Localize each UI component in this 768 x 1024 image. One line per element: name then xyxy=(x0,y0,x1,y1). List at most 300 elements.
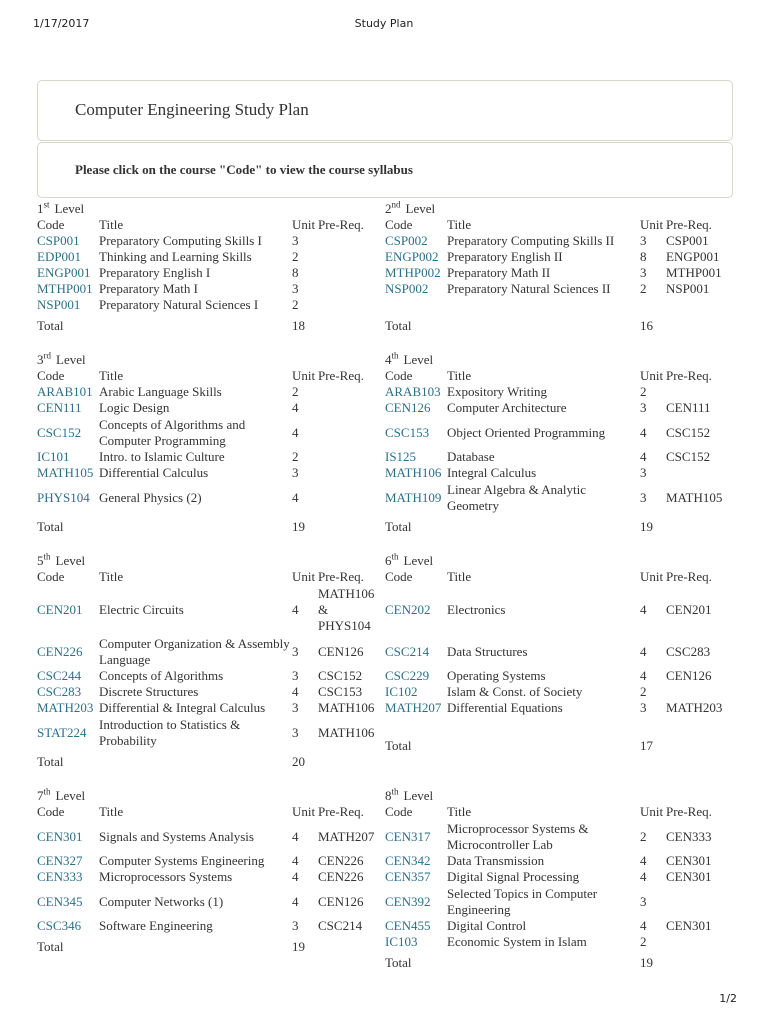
course-code xyxy=(37,853,99,869)
course-code xyxy=(37,297,99,313)
table-row xyxy=(37,716,383,749)
level-suffix: nd xyxy=(391,199,401,210)
course-code xyxy=(37,700,99,716)
course-title: Preparatory Math II xyxy=(447,265,551,280)
total-label: Total xyxy=(385,955,412,970)
course-unit: 4 xyxy=(292,684,299,699)
title-column-header: Title xyxy=(99,804,124,819)
course-code-link[interactable]: MTHP001 xyxy=(37,281,93,296)
course-code-link[interactable]: CEN333 xyxy=(37,869,83,884)
total-units: 16 xyxy=(640,318,653,333)
code-column-header: Code xyxy=(37,804,65,819)
course-prereq xyxy=(318,465,383,481)
course-unit: 4 xyxy=(292,489,299,505)
course-prereq: MATH106 xyxy=(318,724,375,740)
course-prereq: MTHP001 xyxy=(666,265,722,280)
course-code xyxy=(37,716,99,749)
course-code xyxy=(385,449,447,465)
course-code xyxy=(37,416,99,449)
course-prereq: CSP001 xyxy=(666,233,709,248)
course-code xyxy=(37,668,99,684)
course-code xyxy=(37,635,99,668)
total-label: Total xyxy=(385,519,412,534)
course-code xyxy=(37,249,99,265)
course-code xyxy=(37,684,99,700)
course-unit: 8 xyxy=(640,249,647,264)
course-title: Operating Systems xyxy=(447,668,546,683)
course-code-link[interactable]: STAT224 xyxy=(37,724,87,740)
total-label: Total xyxy=(37,754,64,769)
course-code-link[interactable]: CEN357 xyxy=(385,869,431,884)
course-code-link[interactable]: CEN317 xyxy=(385,828,431,844)
course-prereq: MATH105 xyxy=(666,489,723,505)
course-unit: 3 xyxy=(292,465,299,480)
course-code xyxy=(37,885,99,918)
level-word: Level xyxy=(403,352,434,367)
course-prereq: CEN301 xyxy=(666,869,712,884)
course-code-link[interactable]: EDP001 xyxy=(37,249,82,264)
table-row xyxy=(385,820,731,853)
course-code-link[interactable]: CEN301 xyxy=(37,828,83,844)
table-row xyxy=(385,465,731,481)
course-title: Arabic Language Skills xyxy=(99,384,222,399)
course-unit: 2 xyxy=(640,384,647,399)
course-unit: 3 xyxy=(292,281,299,296)
table-row xyxy=(37,249,383,265)
course-prereq: MATH106 & PHYS104 xyxy=(318,586,375,633)
course-code-link[interactable]: CEN327 xyxy=(37,853,83,868)
level-suffix: th xyxy=(391,551,399,562)
course-code xyxy=(385,585,447,635)
course-code-link[interactable]: CSC346 xyxy=(37,918,82,933)
course-prereq: CEN301 xyxy=(666,853,712,868)
course-unit: 4 xyxy=(292,400,299,415)
title-column-header: Title xyxy=(447,804,472,819)
course-prereq: NSP001 xyxy=(666,281,710,296)
course-title: Computer Networks (1) xyxy=(99,893,224,909)
course-code-link[interactable]: CSC283 xyxy=(37,684,82,699)
total-prereq-empty xyxy=(318,749,383,770)
course-code-link[interactable]: NSP002 xyxy=(385,281,429,296)
course-prereq: CSC152 xyxy=(318,668,363,683)
total-units: 19 xyxy=(640,519,653,534)
course-code-link[interactable]: MATH203 xyxy=(37,700,94,715)
course-title: Digital Signal Processing xyxy=(447,869,580,884)
table-row xyxy=(37,465,383,481)
course-title: Database xyxy=(447,449,495,464)
course-prereq: CEN126 xyxy=(318,643,364,659)
title-column-header: Title xyxy=(99,368,124,383)
course-unit: 4 xyxy=(640,853,647,868)
course-code-link[interactable]: ENGP001 xyxy=(37,265,91,280)
total-spacer xyxy=(447,950,640,971)
code-column-header: Code xyxy=(385,217,413,232)
table-header-row xyxy=(37,217,383,233)
course-title: Computer Architecture xyxy=(447,400,567,415)
course-prereq xyxy=(666,885,731,918)
course-prereq: CEN126 xyxy=(318,893,364,909)
course-prereq xyxy=(318,481,383,514)
table-header-row xyxy=(37,804,383,820)
level-suffix: th xyxy=(43,551,51,562)
total-label: Total xyxy=(37,939,64,954)
course-unit: 2 xyxy=(640,684,647,699)
course-prereq: CSC214 xyxy=(318,918,363,933)
course-prereq: CSC152 xyxy=(666,449,711,464)
course-code-link[interactable]: IC101 xyxy=(37,449,70,464)
total-prereq-empty xyxy=(666,950,731,971)
total-spacer xyxy=(447,514,640,535)
course-title: Differential Equations xyxy=(447,700,563,715)
spacer-row xyxy=(385,716,731,733)
course-unit: 4 xyxy=(640,918,647,933)
unit-column-header: Unit xyxy=(292,569,316,584)
course-unit: 3 xyxy=(292,700,299,715)
level-word: Level xyxy=(54,201,85,216)
course-code-link[interactable]: ENGP002 xyxy=(385,249,439,264)
course-code xyxy=(37,233,99,249)
course-prereq xyxy=(318,449,383,465)
total-units: 19 xyxy=(292,939,305,954)
course-code-link[interactable]: CEN392 xyxy=(385,893,431,909)
course-title: Introduction to Statistics & Probability xyxy=(99,716,241,748)
course-prereq xyxy=(318,416,383,449)
course-code-link[interactable]: ARAB101 xyxy=(37,384,93,399)
table-row xyxy=(37,449,383,465)
total-spacer xyxy=(447,733,640,754)
course-title: Islam & Const. of Society xyxy=(447,684,583,699)
level-4-section xyxy=(385,352,735,535)
level-number: 5 xyxy=(37,553,44,568)
course-title: Preparatory Computing Skills II xyxy=(447,233,615,248)
course-code-link[interactable]: CSC229 xyxy=(385,668,430,683)
level-word: Level xyxy=(403,788,434,803)
table-row xyxy=(37,233,383,249)
course-code-link[interactable]: CEN126 xyxy=(385,400,431,415)
total-row xyxy=(37,934,383,955)
course-code xyxy=(37,465,99,481)
course-prereq: MATH207 xyxy=(318,828,375,844)
total-label: Total xyxy=(385,318,412,333)
course-table xyxy=(37,368,383,535)
course-unit: 2 xyxy=(292,384,299,399)
table-row xyxy=(37,635,383,668)
course-code-link[interactable]: IS125 xyxy=(385,449,417,464)
table-header-row xyxy=(385,804,731,820)
course-unit: 2 xyxy=(292,249,299,264)
course-unit: 4 xyxy=(640,449,647,464)
course-code-link[interactable]: CSP002 xyxy=(385,233,428,248)
course-unit: 3 xyxy=(640,893,647,909)
total-spacer xyxy=(99,514,292,535)
level-number: 8 xyxy=(385,788,392,803)
course-code xyxy=(385,918,447,934)
course-code-link[interactable]: IC102 xyxy=(385,684,418,699)
prereq-column-header: Pre-Req. xyxy=(318,569,364,584)
course-prereq: CEN226 xyxy=(318,869,364,884)
course-unit: 4 xyxy=(292,869,299,884)
course-code-link[interactable]: PHYS104 xyxy=(37,489,90,505)
level-word: Level xyxy=(55,788,86,803)
course-code-link[interactable]: CSC152 xyxy=(37,424,82,440)
unit-column-header: Unit xyxy=(640,368,664,383)
unit-column-header: Unit xyxy=(292,217,316,232)
course-prereq xyxy=(318,281,383,297)
level-heading xyxy=(385,201,735,217)
course-unit: 2 xyxy=(640,281,647,296)
course-title: Data Structures xyxy=(447,643,528,659)
prereq-column-header: Pre-Req. xyxy=(318,217,364,232)
course-title: Concepts of Algorithms and Computer Programming xyxy=(99,416,246,448)
total-units: 19 xyxy=(640,955,653,970)
total-row xyxy=(37,313,383,334)
total-row xyxy=(385,950,731,971)
course-code-link[interactable]: MATH109 xyxy=(385,489,442,505)
course-title: Thinking and Learning Skills xyxy=(99,249,252,264)
course-code-link[interactable]: CEN201 xyxy=(37,602,83,617)
course-code-link[interactable]: CEN202 xyxy=(385,602,431,617)
total-label: Total xyxy=(385,738,412,753)
table-row xyxy=(37,400,383,416)
level-number: 1 xyxy=(37,201,44,216)
table-row xyxy=(37,853,383,869)
page-number: 1/2 xyxy=(719,992,737,1005)
table-row xyxy=(385,265,731,281)
table-row xyxy=(385,684,731,700)
course-unit: 4 xyxy=(292,602,299,617)
page-title: Computer Engineering Study Plan xyxy=(75,100,309,119)
prereq-column-header: Pre-Req. xyxy=(666,368,712,383)
course-title: Differential & Integral Calculus xyxy=(99,700,266,715)
unit-column-header: Unit xyxy=(292,368,316,383)
course-code xyxy=(385,853,447,869)
table-row xyxy=(385,481,731,514)
course-code xyxy=(37,449,99,465)
spacer-row xyxy=(385,297,731,313)
table-row xyxy=(37,684,383,700)
total-units: 18 xyxy=(292,318,305,333)
table-header-row xyxy=(37,368,383,384)
unit-column-header: Unit xyxy=(640,569,664,584)
table-row xyxy=(37,668,383,684)
course-code-link[interactable]: CEN345 xyxy=(37,893,83,909)
course-title: Electric Circuits xyxy=(99,602,184,617)
level-heading xyxy=(37,201,387,217)
course-title: Preparatory Natural Sciences I xyxy=(99,297,259,312)
course-code xyxy=(385,700,447,716)
table-header-row xyxy=(385,217,731,233)
table-row xyxy=(385,918,731,934)
course-title: Discrete Structures xyxy=(99,684,199,699)
course-unit: 3 xyxy=(640,489,647,505)
title-column-header: Title xyxy=(447,368,472,383)
unit-column-header: Unit xyxy=(292,804,316,819)
course-title: Selected Topics in Computer Engineering xyxy=(447,885,598,917)
unit-column-header: Unit xyxy=(640,804,664,819)
course-unit: 3 xyxy=(640,400,647,415)
level-3-section xyxy=(37,352,387,535)
course-prereq: ENGP001 xyxy=(666,249,720,264)
level-heading xyxy=(385,788,735,804)
course-code xyxy=(37,820,99,853)
course-unit: 4 xyxy=(292,424,299,440)
total-row xyxy=(385,313,731,334)
table-row xyxy=(37,700,383,716)
table-row xyxy=(385,869,731,885)
table-header-row xyxy=(385,569,731,585)
course-code-link[interactable]: NSP001 xyxy=(37,297,81,312)
course-prereq: CEN201 xyxy=(666,602,712,617)
course-title: Object Oriented Programming xyxy=(447,424,606,440)
course-table xyxy=(385,804,731,971)
course-prereq: CEN301 xyxy=(666,918,712,933)
course-code xyxy=(385,668,447,684)
level-heading xyxy=(385,553,735,569)
course-code-link[interactable]: CEN342 xyxy=(385,853,431,868)
course-table xyxy=(37,804,383,955)
course-code-link[interactable]: MTHP002 xyxy=(385,265,441,280)
course-prereq xyxy=(666,465,731,481)
course-unit: 4 xyxy=(640,424,647,440)
course-unit: 3 xyxy=(292,724,299,740)
course-code-link[interactable]: CEN226 xyxy=(37,643,83,659)
course-code-link[interactable]: CSP001 xyxy=(37,233,80,248)
total-units: 17 xyxy=(640,738,653,753)
course-title: Signals and Systems Analysis xyxy=(99,828,254,844)
table-row xyxy=(37,918,383,934)
course-prereq xyxy=(318,400,383,416)
table-row xyxy=(37,265,383,281)
course-title: Computer Systems Engineering xyxy=(99,853,265,868)
total-spacer xyxy=(447,313,640,334)
course-code-link[interactable]: CEN111 xyxy=(37,400,82,415)
course-title: Computer Organization & Assembly Language xyxy=(99,635,290,667)
course-title: Linear Algebra & Analytic Geometry xyxy=(447,481,586,513)
course-title: Concepts of Algorithms xyxy=(99,668,224,683)
course-title: General Physics (2) xyxy=(99,489,202,505)
total-prereq-empty xyxy=(318,934,383,955)
course-code-link[interactable]: MATH106 xyxy=(385,465,442,480)
course-prereq xyxy=(318,265,383,281)
level-heading xyxy=(37,352,387,368)
course-code xyxy=(385,481,447,514)
title-column-header: Title xyxy=(99,217,124,232)
prereq-column-header: Pre-Req. xyxy=(318,804,364,819)
level-suffix: rd xyxy=(43,350,51,361)
total-label: Total xyxy=(37,519,64,534)
course-title: Logic Design xyxy=(99,400,170,415)
course-prereq xyxy=(318,384,383,400)
course-code xyxy=(37,869,99,885)
course-code xyxy=(385,869,447,885)
table-row xyxy=(37,820,383,853)
course-title: Intro. to Islamic Culture xyxy=(99,449,225,464)
course-title: Preparatory English I xyxy=(99,265,211,280)
course-prereq: CEN333 xyxy=(666,828,712,844)
course-unit: 4 xyxy=(640,668,647,683)
level-heading xyxy=(37,553,387,569)
course-code-link[interactable]: MATH105 xyxy=(37,465,94,480)
level-suffix: th xyxy=(43,786,51,797)
course-title: Preparatory Computing Skills I xyxy=(99,233,262,248)
course-title: Software Engineering xyxy=(99,918,213,933)
table-header-row xyxy=(385,368,731,384)
course-unit: 3 xyxy=(640,700,647,715)
course-prereq xyxy=(666,384,731,400)
course-unit: 3 xyxy=(292,643,299,659)
prereq-column-header: Pre-Req. xyxy=(666,569,712,584)
course-code-link[interactable]: CEN455 xyxy=(385,918,431,933)
course-code-link[interactable]: CSC214 xyxy=(385,643,430,659)
table-row xyxy=(37,481,383,514)
course-code xyxy=(385,384,447,400)
course-code-link[interactable]: ARAB103 xyxy=(385,384,441,399)
level-word: Level xyxy=(55,553,86,568)
course-unit: 3 xyxy=(640,465,647,480)
level-word: Level xyxy=(403,553,434,568)
course-unit: 4 xyxy=(292,853,299,868)
title-panel xyxy=(37,80,733,141)
course-code xyxy=(385,885,447,918)
level-suffix: th xyxy=(391,786,399,797)
course-prereq xyxy=(666,684,731,700)
course-code xyxy=(37,265,99,281)
code-column-header: Code xyxy=(385,368,413,383)
course-code-link[interactable]: CSC153 xyxy=(385,424,430,440)
course-title: Microprocessors Systems xyxy=(99,869,233,884)
course-title: Data Transmission xyxy=(447,853,545,868)
course-code xyxy=(385,416,447,449)
course-unit: 2 xyxy=(292,297,299,312)
table-row xyxy=(385,635,731,668)
course-unit: 8 xyxy=(292,265,299,280)
print-title: Study Plan xyxy=(354,17,414,30)
total-units: 19 xyxy=(292,519,305,534)
course-unit: 4 xyxy=(640,869,647,884)
course-title: Preparatory Natural Sciences II xyxy=(447,281,611,296)
course-code xyxy=(385,400,447,416)
unit-column-header: Unit xyxy=(640,217,664,232)
course-code xyxy=(385,281,447,297)
table-row xyxy=(37,297,383,313)
course-code-link[interactable]: IC103 xyxy=(385,934,418,949)
course-code xyxy=(37,585,99,635)
table-row xyxy=(37,869,383,885)
code-column-header: Code xyxy=(37,569,65,584)
course-title: Differential Calculus xyxy=(99,465,209,480)
course-code xyxy=(385,233,447,249)
level-6-section xyxy=(385,553,735,754)
title-column-header: Title xyxy=(99,569,124,584)
course-unit: 2 xyxy=(640,828,647,844)
course-code-link[interactable]: MATH207 xyxy=(385,700,442,715)
total-spacer xyxy=(99,934,292,955)
total-prereq-empty xyxy=(666,733,731,754)
table-row xyxy=(385,853,731,869)
course-code xyxy=(37,384,99,400)
total-prereq-empty xyxy=(666,514,731,535)
course-title: Economic System in Islam xyxy=(447,934,587,949)
course-code-link[interactable]: CSC244 xyxy=(37,668,82,683)
total-prereq-empty xyxy=(666,313,731,334)
print-header xyxy=(0,17,768,31)
table-row xyxy=(385,233,731,249)
table-row xyxy=(385,384,731,400)
table-row xyxy=(37,416,383,449)
course-unit: 4 xyxy=(640,643,647,659)
level-suffix: th xyxy=(391,350,399,361)
course-prereq xyxy=(318,297,383,313)
